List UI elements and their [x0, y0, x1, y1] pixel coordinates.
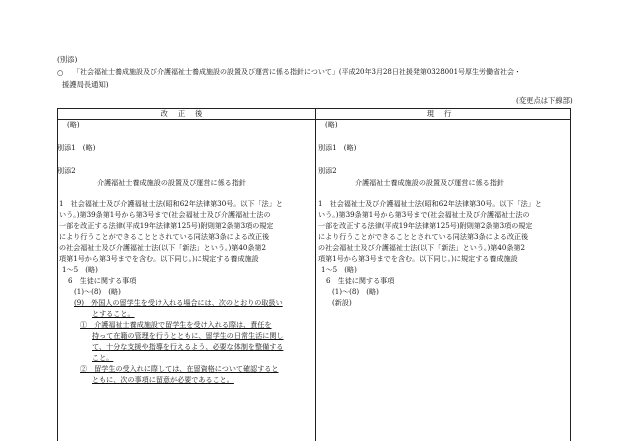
right-p1-l4: により行うことができることとされている同法第3条による改正後 [318, 232, 529, 241]
right-p1-l5: の社会福祉士及び介護福祉士法(以下「新法」という。)第40条第2 [318, 243, 526, 252]
attachment-label: (別添) [57, 55, 78, 64]
left-circ1-l4: こと。 [92, 353, 114, 362]
right-item-6: 6 生徒に関する事項 [326, 276, 395, 285]
right-betten1: 別添1 (略) [318, 143, 357, 152]
comparison-table [57, 108, 571, 441]
col-header-current: 現行 [426, 109, 462, 118]
left-betten2: 別添2 [57, 166, 76, 175]
left-p1-l4: により行うことができることとされている同法第3条による改正後 [59, 232, 270, 241]
right-p1-l3: 一部を改正する法律(平成19年法律第125号)附則第2条第3項の規定 [318, 221, 533, 230]
left-circ1-l1: ① 介護福祉士養成施設で留学生を受け入れる際は、責任を [80, 320, 272, 329]
right-p1-l6: 項第1号から第3号までを含む。以下同じ。)に規定する養成施設 [318, 254, 518, 263]
left-circ1-l3: て、十分な支援や指導を行えるよう、必要な体制を整備する [92, 342, 284, 351]
right-new-marker: (新設) [332, 298, 352, 307]
left-p1-l6: 項第1号から第3号までを含む。以下同じ。)に規定する養成施設 [59, 254, 259, 263]
left-item-1-5: 1〜5 (略) [62, 265, 98, 274]
left-item-6-1-8: (1)〜(8) (略) [74, 287, 121, 296]
col-header-revised: 改正後 [160, 109, 213, 118]
right-item-6-1-8: (1)〜(8) (略) [332, 287, 379, 296]
left-p1-l2: いう。)第39条第1号から第3号まで(社会福祉士及び介護福祉士法の [59, 210, 271, 219]
left-circ2-l1: ② 留学生の受入れに際しては、在留資格について確認すると [80, 364, 279, 373]
left-item-9-l2: とすること。 [92, 309, 135, 318]
right-subtitle: 介護福祉士養成施設の設置及び運営に係る指針 [355, 178, 504, 187]
right-p1-l1: 1 社会福祉士及び介護福祉士法(昭和62年法律第30号。以下「法」と [318, 199, 542, 208]
left-p1-l3: 一部を改正する法律(平成19年法律第125号)附則第2条第3項の規定 [59, 221, 274, 230]
header-divider [58, 119, 570, 120]
left-item-6: 6 生徒に関する事項 [68, 276, 137, 285]
notice-title-line2: 援護局長通知) [62, 80, 109, 89]
column-divider [315, 109, 316, 441]
bullet-mark: ○ [57, 68, 64, 77]
change-note: (変更点は下線部) [516, 96, 573, 105]
left-subtitle: 介護福祉士養成施設の設置及び運営に係る指針 [97, 178, 246, 187]
left-betten1: 別添1 (略) [57, 143, 96, 152]
left-circ2-l2: ともに、次の事項に留意が必要であること。 [92, 375, 234, 384]
right-p1-l2: いう。)第39条第1号から第3号まで(社会福祉士及び介護福祉士法の [318, 210, 530, 219]
right-ryaku: (略) [325, 120, 338, 129]
notice-title-line1: 「社会福祉士養成施設及び介護福祉士養成施設の設置及び運営に係る指針について」(平成20年3月28日社援発第0328001号厚生労働省社会・ [73, 68, 522, 76]
left-item-9-l1: (9) 外国人の留学生を受け入れる場合には、次のとおりの取扱い [74, 298, 283, 307]
left-ryaku: (略) [67, 120, 80, 129]
left-p1-l5: の社会福祉士及び介護福祉士法(以下「新法」という。)第40条第2 [59, 243, 267, 252]
right-item-1-5: 1〜5 (略) [321, 265, 357, 274]
right-betten2: 別添2 [318, 166, 337, 175]
left-circ1-l2: 持って在籍の管理を行うとともに、留学生の日常生活に関し [92, 331, 284, 340]
left-p1-l1: 1 社会福祉士及び介護福祉士法(昭和62年法律第30号。以下「法」と [59, 199, 283, 208]
